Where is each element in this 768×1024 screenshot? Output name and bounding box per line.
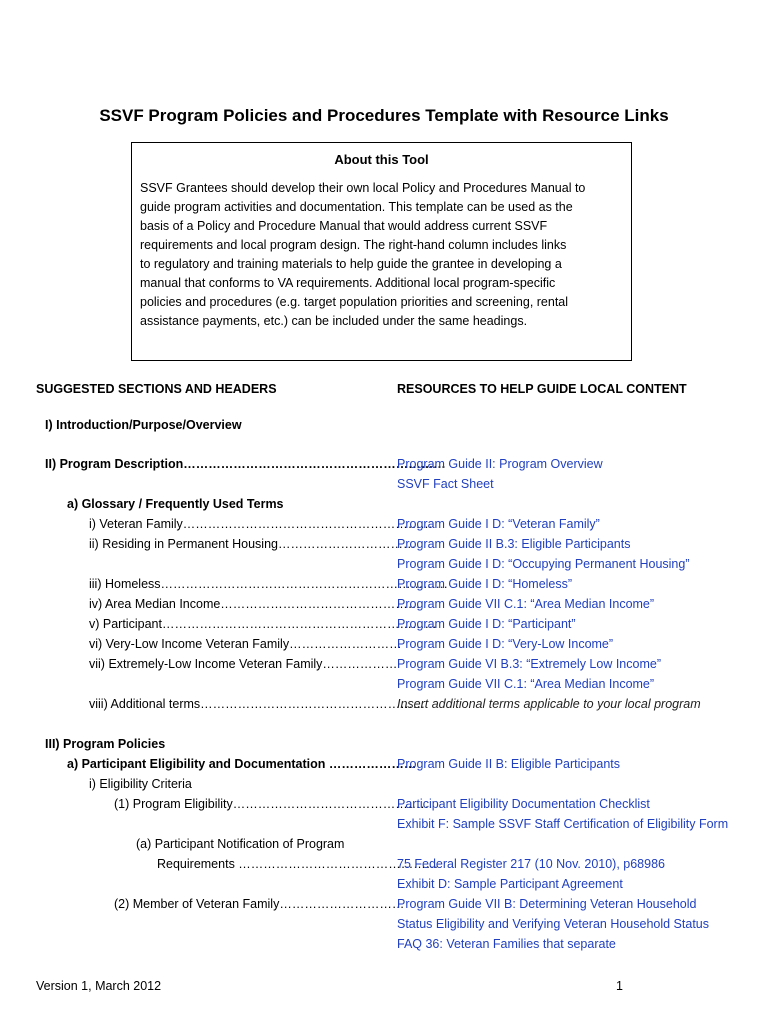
- resource-link[interactable]: Exhibit D: Sample Participant Agreement: [397, 877, 623, 891]
- about-line: SSVF Grantees should develop their own local Policy and Procedures Manual to: [140, 181, 586, 195]
- resource-link[interactable]: Status Eligibility and Verifying Veteran Household Status: [397, 917, 709, 931]
- resource-link[interactable]: Program Guide I D: “Homeless”: [397, 577, 573, 591]
- resource-link[interactable]: Program Guide I D: “Veteran Family”: [397, 517, 600, 531]
- about-line: guide program activities and documentation. This template can be used as the: [140, 200, 573, 214]
- resource-link[interactable]: FAQ 36: Veteran Families that separate: [397, 937, 616, 951]
- about-line: manual that conforms to VA requirements. Additional local program-specific: [140, 276, 556, 290]
- resource-link[interactable]: Program Guide II: Program Overview: [397, 457, 603, 471]
- resource-note: Insert additional terms applicable to your local program: [397, 697, 701, 711]
- left-column-header: SUGGESTED SECTIONS AND HEADERS: [36, 382, 277, 396]
- section-label: II) Program Description………………………………………………………: [45, 457, 446, 471]
- item-label: viii) Additional terms………………………………………………: [89, 697, 426, 711]
- resource-link[interactable]: SSVF Fact Sheet: [397, 477, 494, 491]
- resource-link[interactable]: Program Guide I D: “Participant”: [397, 617, 576, 631]
- about-line: basis of a Policy and Procedure Manual that would address current SSVF: [140, 219, 548, 233]
- item-label: (2) Member of Veteran Family…………………………: [114, 897, 405, 911]
- resource-link[interactable]: 75 Federal Register 217 (10 Nov. 2010), p68986: [397, 857, 665, 871]
- resource-link[interactable]: Program Guide VII C.1: “Area Median Income”: [397, 677, 655, 691]
- item-label: (1) Program Eligibility…………………………………………: [114, 797, 433, 811]
- resource-link[interactable]: Program Guide VII C.1: “Area Median Income”: [397, 597, 655, 611]
- section-label: I) Introduction/Purpose/Overview: [45, 418, 242, 432]
- item-label: vii) Extremely-Low Income Veteran Family………………: [89, 657, 398, 671]
- item-label: iii) Homeless……………………………………………………………: [89, 577, 449, 591]
- resource-link[interactable]: Program Guide II B.3: Eligible Participants: [397, 537, 631, 551]
- item-label: i) Eligibility Criteria: [89, 777, 192, 791]
- about-line: requirements and local program design. The right-hand column includes links: [140, 238, 567, 252]
- item-label: iv) Area Median Income…………………………………………: [89, 597, 421, 611]
- item-label: Requirements …………………………………………: [157, 857, 439, 871]
- resource-link[interactable]: Program Guide II B: Eligible Participants: [397, 757, 621, 771]
- about-body: [140, 179, 626, 331]
- item-label: ii) Residing in Permanent Housing……………………………: [89, 537, 416, 551]
- subsection-label: a) Participant Eligibility and Documentation …………………: [67, 757, 417, 771]
- resource-link[interactable]: Program Guide VII B: Determining Veteran Household: [397, 897, 697, 911]
- item-label: v) Participant…………………………………………………………: [89, 617, 437, 631]
- about-line: to regulatory and training materials to help guide the grantee in developing a: [140, 257, 562, 271]
- resource-link[interactable]: Program Guide I D: “Occupying Permanent Housing”: [397, 557, 690, 571]
- subsection-label: a) Glossary / Frequently Used Terms: [67, 497, 284, 511]
- resource-link[interactable]: Exhibit F: Sample SSVF Staff Certification of Eligibility Form: [397, 817, 729, 831]
- right-column-header: RESOURCES TO HELP GUIDE LOCAL CONTENT: [397, 382, 687, 396]
- about-line: assistance payments, etc.) can be included under the same headings.: [140, 314, 528, 328]
- about-line: policies and procedures (e.g. target population priorities and screening, rental: [140, 295, 569, 309]
- section-label: III) Program Policies: [45, 737, 166, 751]
- item-label: (a) Participant Notification of Program: [136, 837, 345, 851]
- document-title: SSVF Program Policies and Procedures Template with Resource Links: [99, 106, 669, 125]
- resource-link[interactable]: Program Guide VI B.3: “Extremely Low Income”: [397, 657, 661, 671]
- item-label: vi) Very-Low Income Veteran Family………………………: [89, 637, 402, 651]
- resource-link[interactable]: Program Guide I D: “Very-Low Income”: [397, 637, 614, 651]
- about-heading: About this Tool: [334, 152, 429, 167]
- resource-link[interactable]: Participant Eligibility Documentation Checklist: [397, 797, 650, 811]
- item-label: i) Veteran Family……………………………………………………: [89, 517, 433, 531]
- about-tool-box: [131, 142, 632, 361]
- footer-version: Version 1, March 2012: [36, 979, 162, 993]
- page-number: 1: [616, 979, 623, 993]
